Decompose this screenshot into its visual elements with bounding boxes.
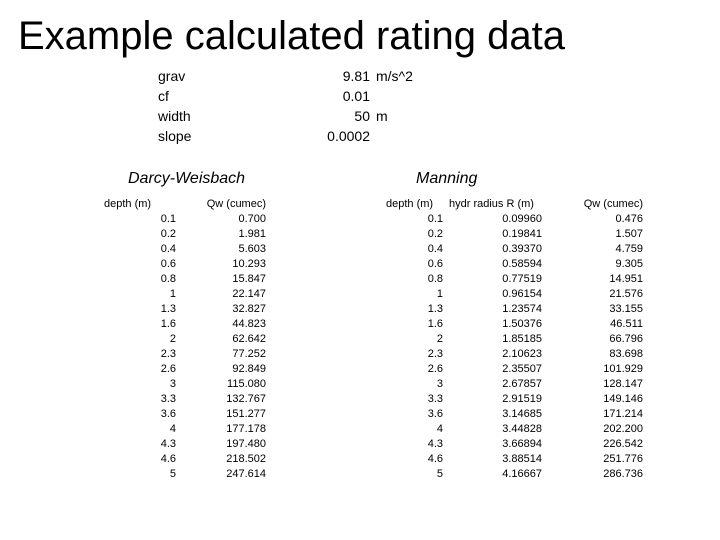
table-row (386, 257, 643, 272)
depth-cell: 0.2 (427, 228, 443, 240)
table-row (386, 347, 643, 362)
qw-cell: 251.776 (603, 453, 643, 465)
qw-cell: 149.146 (603, 393, 643, 405)
parameter-value: 50 (354, 108, 370, 124)
qw-cell: 33.155 (609, 303, 643, 315)
qw-cell: 202.200 (603, 423, 643, 435)
page-title: Example calculated rating data (18, 14, 565, 58)
table-row (386, 287, 643, 302)
parameter-name: slope (158, 128, 192, 144)
table-row (104, 332, 266, 347)
hydr-radius-cell: 1.23574 (502, 303, 542, 315)
depth-cell: 0.4 (160, 243, 176, 255)
depth-cell: 2.6 (427, 363, 443, 375)
qw-cell: 1.981 (238, 228, 266, 240)
depth-cell: 1.6 (427, 318, 443, 330)
table-row (104, 302, 266, 317)
qw-cell: 77.252 (232, 348, 266, 360)
column-header-qw: Qw (cumec) (206, 198, 266, 210)
table-row (386, 227, 643, 242)
hydr-radius-cell: 1.50376 (502, 318, 542, 330)
qw-cell: 197.480 (226, 438, 266, 450)
parameter-list (158, 66, 428, 146)
table-row (104, 407, 266, 422)
table-row (386, 212, 643, 227)
qw-cell: 21.576 (609, 288, 643, 300)
table-row (386, 437, 643, 452)
hydr-radius-cell: 2.35507 (502, 363, 542, 375)
hydr-radius-cell: 3.44828 (502, 423, 542, 435)
qw-cell: 286.736 (603, 468, 643, 480)
qw-cell: 46.511 (610, 318, 643, 330)
depth-cell: 4.3 (427, 438, 443, 450)
table-row (104, 437, 266, 452)
qw-cell: 14.951 (609, 273, 643, 285)
table-row (104, 242, 266, 257)
parameter-row-width (158, 106, 428, 126)
table-row (104, 392, 266, 407)
column-header-depth: depth (m) (104, 198, 152, 210)
depth-cell: 5 (436, 468, 443, 480)
table-row (104, 467, 266, 482)
depth-cell: 0.6 (160, 258, 176, 270)
hydr-radius-cell: 2.67857 (502, 378, 542, 390)
table-row (386, 317, 643, 332)
qw-cell: 4.759 (615, 243, 643, 255)
hydr-radius-cell: 0.39370 (502, 243, 542, 255)
depth-cell: 2.3 (427, 348, 443, 360)
table-header-row (386, 196, 643, 212)
hydr-radius-cell: 0.19841 (502, 228, 542, 240)
depth-cell: 4.6 (160, 453, 176, 465)
parameter-row-slope (158, 126, 428, 146)
qw-cell: 83.698 (609, 348, 643, 360)
table-row (386, 242, 643, 257)
table-row (104, 227, 266, 242)
qw-cell: 62.642 (232, 333, 266, 345)
qw-cell: 247.614 (226, 468, 266, 480)
depth-cell: 5 (169, 468, 176, 480)
depth-cell: 2.3 (160, 348, 176, 360)
table-row (104, 212, 266, 227)
qw-cell: 171.214 (603, 408, 643, 420)
depth-cell: 0.8 (427, 273, 443, 285)
table-row (104, 377, 266, 392)
hydr-radius-cell: 0.96154 (502, 288, 542, 300)
table-row (386, 407, 643, 422)
parameter-name: grav (158, 68, 186, 84)
table-row (104, 422, 266, 437)
depth-cell: 3.6 (427, 408, 443, 420)
depth-cell: 4 (169, 423, 176, 435)
qw-cell: 0.476 (615, 213, 643, 225)
table-row (386, 467, 643, 482)
darcy-weisbach-title: Darcy-Weisbach (128, 170, 246, 187)
table-row (104, 287, 266, 302)
qw-cell: 115.080 (227, 378, 266, 390)
table-row (386, 392, 643, 407)
parameter-value: 0.01 (342, 88, 370, 104)
qw-cell: 101.929 (603, 363, 643, 375)
qw-cell: 92.849 (232, 363, 266, 375)
table-row (386, 377, 643, 392)
qw-cell: 9.305 (615, 258, 643, 270)
parameter-row-grav (158, 66, 428, 86)
table-row (104, 452, 266, 467)
qw-cell: 66.796 (609, 333, 643, 345)
table-row (386, 422, 643, 437)
qw-cell: 32.827 (232, 303, 266, 315)
parameter-row-cf (158, 86, 428, 106)
table-row (104, 362, 266, 377)
depth-cell: 1.6 (160, 318, 176, 330)
hydr-radius-cell: 2.10623 (502, 348, 542, 360)
depth-cell: 1.3 (160, 303, 176, 315)
depth-cell: 4 (436, 423, 443, 435)
table-row (386, 332, 643, 347)
table-row (386, 452, 643, 467)
depth-cell: 2 (169, 333, 176, 345)
table-row (386, 362, 643, 377)
qw-cell: 1.507 (615, 228, 643, 240)
column-header-hydr-radius: hydr radius R (m) (449, 198, 534, 210)
table-row (104, 272, 266, 287)
column-header-qw: Qw (cumec) (583, 198, 643, 210)
depth-cell: 4.3 (160, 438, 176, 450)
depth-cell: 0.4 (427, 243, 443, 255)
depth-cell: 1.3 (427, 303, 443, 315)
hydr-radius-cell: 0.09960 (502, 213, 542, 225)
qw-cell: 132.767 (226, 393, 266, 405)
qw-cell: 15.847 (232, 273, 266, 285)
table-row (104, 317, 266, 332)
depth-cell: 3.3 (160, 393, 176, 405)
hydr-radius-cell: 0.58594 (502, 258, 542, 270)
hydr-radius-cell: 0.77519 (502, 273, 542, 285)
parameter-unit: m (376, 108, 388, 124)
depth-cell: 0.6 (427, 258, 443, 270)
parameter-unit: m/s^2 (376, 68, 413, 84)
hydr-radius-cell: 4.16667 (502, 468, 542, 480)
depth-cell: 3 (436, 378, 443, 390)
depth-cell: 0.8 (160, 273, 176, 285)
qw-cell: 151.277 (226, 408, 266, 420)
table-header-row (104, 196, 266, 212)
hydr-radius-cell: 3.66894 (502, 438, 542, 450)
hydr-radius-cell: 1.85185 (502, 333, 542, 345)
qw-cell: 0.700 (238, 213, 266, 225)
column-header-depth: depth (m) (386, 198, 434, 210)
depth-cell: 0.1 (160, 213, 176, 225)
depth-cell: 0.1 (427, 213, 443, 225)
depth-cell: 2.6 (160, 363, 176, 375)
qw-cell: 10.293 (232, 258, 266, 270)
depth-cell: 1 (169, 288, 176, 300)
darcy-weisbach-table (104, 196, 266, 482)
parameter-name: width (158, 108, 191, 124)
manning-title: Manning (416, 170, 478, 187)
depth-cell: 0.2 (160, 228, 176, 240)
manning-table (386, 196, 643, 482)
hydr-radius-cell: 3.88514 (502, 453, 542, 465)
parameter-value: 9.81 (342, 68, 370, 84)
table-row (104, 347, 266, 362)
hydr-radius-cell: 3.14685 (502, 408, 542, 420)
qw-cell: 44.823 (232, 318, 266, 330)
qw-cell: 177.178 (226, 423, 266, 435)
table-row (386, 272, 643, 287)
qw-cell: 5.603 (238, 243, 266, 255)
depth-cell: 3.6 (160, 408, 176, 420)
depth-cell: 2 (436, 333, 443, 345)
qw-cell: 128.147 (603, 378, 643, 390)
depth-cell: 3 (169, 378, 176, 390)
parameter-name: cf (158, 88, 169, 104)
qw-cell: 226.542 (603, 438, 643, 450)
hydr-radius-cell: 2.91519 (502, 393, 542, 405)
qw-cell: 22.147 (232, 288, 266, 300)
depth-cell: 1 (436, 288, 443, 300)
parameter-value: 0.0002 (327, 128, 370, 144)
table-row (104, 257, 266, 272)
depth-cell: 3.3 (427, 393, 443, 405)
depth-cell: 4.6 (427, 453, 443, 465)
table-row (386, 302, 643, 317)
qw-cell: 218.502 (226, 453, 266, 465)
